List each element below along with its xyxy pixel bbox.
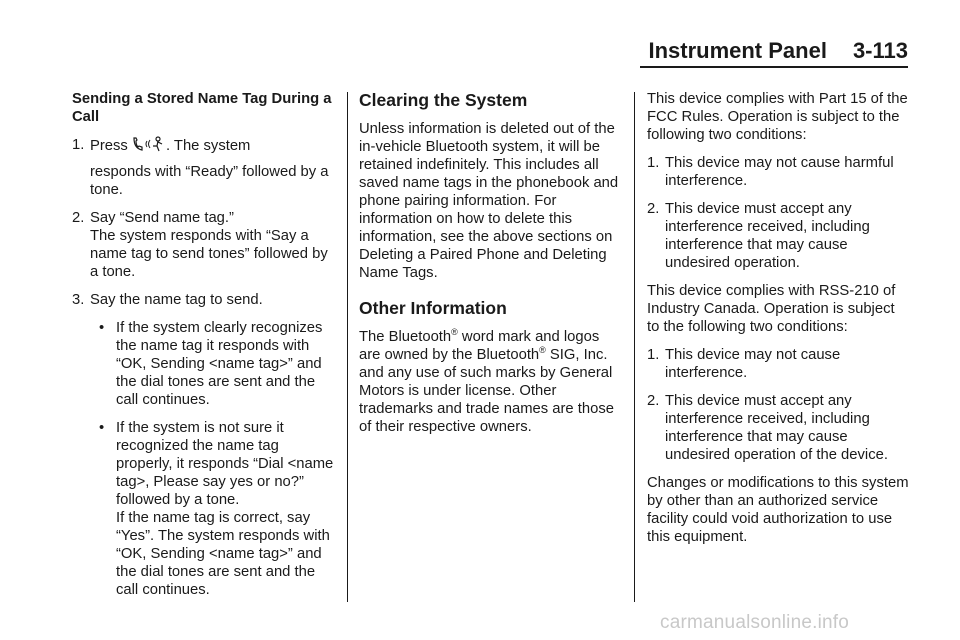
page-number: 3-113 <box>852 38 908 63</box>
text-run: word mark and logos are owned by the Bluetooth <box>359 329 600 363</box>
step-continuation: responds with “Ready” followed by a tone. <box>90 164 329 198</box>
column-2 <box>359 90 621 446</box>
bullet-item <box>72 419 334 599</box>
step-number: 2. <box>647 201 660 217</box>
bullet-text: If the system is not sure it recognized the name tag properly, it responds “Dial <name tag>, Please say yes or no?” followed by a tone. <box>116 420 334 508</box>
fcc-intro: This device complies with Part 15 of the FCC Rules. Operation is subject to the following two conditions: <box>647 91 908 143</box>
column-divider-1 <box>347 92 348 602</box>
condition-text: This device must accept any interference received, including interference that may cause undesired operation. <box>665 201 870 271</box>
paragraph-clearing: Unless information is deleted out of the in-vehicle Bluetooth system, it will be retained indefinitely. This includes all saved name tags in the phonebook and phone pairing information. For information on how to delete this information, see the above sections on Deleting a Paired Phone and Deleting Name Tags. <box>359 121 619 281</box>
text-run: The Bluetooth <box>359 329 452 345</box>
watermark: carmanualsonline.info <box>660 612 850 633</box>
rss-intro: This device complies with RSS-210 of Industry Canada. Operation is subject to the following two conditions: <box>647 283 896 335</box>
column-1 <box>72 90 334 609</box>
step-1 <box>72 136 334 199</box>
condition-text: This device must accept any interference received, including interference that may cause undesired operation of the device. <box>665 393 888 463</box>
section-heading-other: Other Information <box>359 298 507 318</box>
bullet-continuation: If the name tag is correct, say “Yes”. The system responds with “OK, Sending <name tag>” and the dial tones are sent and the call continues. <box>116 510 330 598</box>
fcc-condition-2 <box>647 200 911 272</box>
column-divider-2 <box>634 92 635 602</box>
header-rule <box>640 66 908 68</box>
subsection-heading: Sending a Stored Name Tag During a Call <box>72 91 332 125</box>
step-number: 2. <box>72 210 85 226</box>
bullet-dot: • <box>99 320 105 336</box>
closing-paragraph: Changes or modifications to this system by other than an authorized service facility could void authorization to use this equipment. <box>647 475 909 545</box>
step-text-end: . The system <box>165 138 251 154</box>
condition-text: This device may not cause interference. <box>665 347 841 381</box>
fcc-condition-1 <box>647 154 911 190</box>
step-continuation: The system responds with “Say a name tag to send tones” followed by a tone. <box>90 228 328 280</box>
step-number: 1. <box>647 347 660 363</box>
registered-mark: ® <box>451 327 458 337</box>
rss-condition-1 <box>647 346 911 382</box>
step-number: 1. <box>72 137 85 153</box>
voice-icon <box>144 136 166 157</box>
bullet-dot: • <box>99 420 105 436</box>
step-3 <box>72 291 334 309</box>
section-title: Instrument Panel <box>648 38 827 63</box>
rss-condition-2 <box>647 392 911 464</box>
step-text: Say “Send name tag.” <box>90 210 234 226</box>
paragraph-other <box>359 328 621 436</box>
phone-icon <box>132 136 144 157</box>
step-text: Say the name tag to send. <box>90 292 263 308</box>
bullet-text: If the system clearly recognizes the name tag it responds with “OK, Sending <name tag>” and the dial tones are sent and the call continues. <box>116 320 323 408</box>
step-number: 1. <box>647 155 660 171</box>
step-number: 2. <box>647 393 660 409</box>
text-run: SIG, Inc. and any use of such marks by General Motors is under license. Other trademarks and trade names are those of their respective owners. <box>359 347 614 435</box>
step-text: Press <box>90 138 128 154</box>
column-3 <box>647 90 911 556</box>
page-header <box>640 38 908 64</box>
section-heading-clearing: Clearing the System <box>359 90 528 110</box>
registered-mark: ® <box>539 345 546 355</box>
step-2 <box>72 209 334 281</box>
step-number: 3. <box>72 292 85 308</box>
bullet-item <box>72 319 334 409</box>
condition-text: This device may not cause harmful interference. <box>665 155 894 189</box>
